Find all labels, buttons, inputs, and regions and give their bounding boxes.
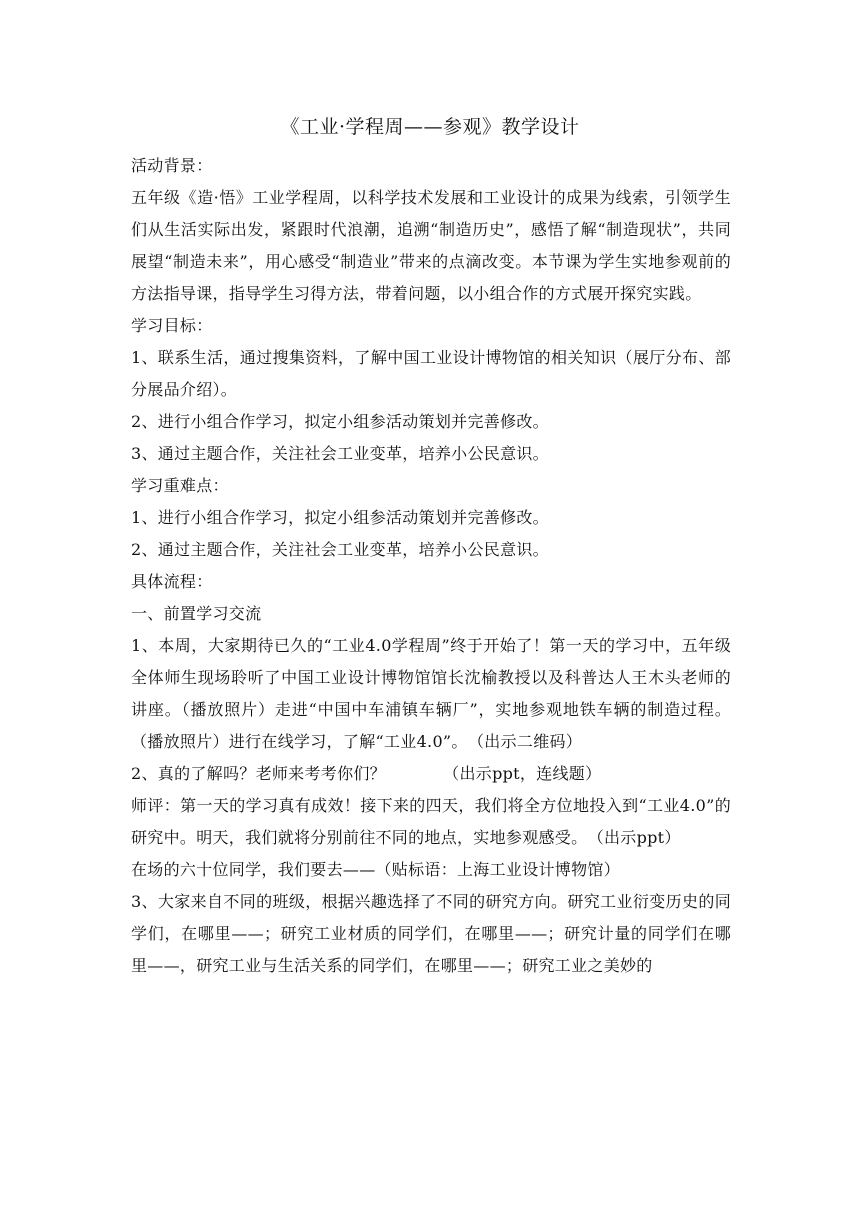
paragraph-destination: 在场的六十位同学，我们要去——（贴标语：上海工业设计博物馆） bbox=[131, 860, 621, 879]
document-body bbox=[131, 150, 731, 982]
process-item-3: 3、大家来自不同的班级，根据兴趣选择了不同的研究方向。研究工业衍变历史的同学们，在哪里——；研究工业材质的同学们，在哪里——；研究计量的同学们在哪里——，研究工业与生活关系的同学们，在哪里——；研究工业之美妙的 bbox=[131, 892, 731, 975]
goal-item-1: 1、联系生活，通过搜集资料，了解中国工业设计博物馆的相关知识（展厅分布、部分展品介绍）。 bbox=[131, 348, 731, 399]
key-point-1: 1、进行小组合作学习，拟定小组参活动策划并完善修改。 bbox=[131, 508, 549, 527]
paragraph-background: 五年级《造·悟》工业学程周，以科学技术发展和工业设计的成果为线索，引领学生们从生活实际出发，紧跟时代浪潮，追溯“制造历史”，感悟了解“制造现状”，共同展望“制造未来”，用心感受“制造业”带来的点滴改变。本节课为学生实地参观前的方法指导课，指导学生习得方法，带着问题，以小组合作的方式展开探究实践。 bbox=[131, 188, 731, 303]
section-heading-process: 具体流程： bbox=[131, 572, 213, 591]
section-heading-key-points: 学习重难点： bbox=[131, 476, 229, 495]
key-point-2: 2、通过主题合作，关注社会工业变革，培养小公民意识。 bbox=[131, 540, 549, 559]
process-item-1: 1、本周，大家期待已久的“工业4.0学程周”终于开始了！第一天的学习中，五年级全体师生现场聆听了中国工业设计博物馆馆长沈榆教授以及科普达人王木头老师的讲座。（播放照片）走进“中国中车浦镇车辆厂”，实地参观地铁车辆的制造过程。（播放照片）进行在线学习，了解“工业4.0”。 （出示二维码） bbox=[131, 636, 731, 751]
goal-item-2: 2、进行小组合作学习，拟定小组参活动策划并完善修改。 bbox=[131, 412, 549, 431]
process-item-2: 2、真的了解吗？老师来考考你们？ （出示ppt，连线题） bbox=[131, 764, 602, 783]
teacher-comment: 师评：第一天的学习真有成效！接下来的四天，我们将全方位地投入到“工业4.0”的研究中。明天，我们就将分别前往不同的地点，实地参观感受。 （出示ppt） bbox=[131, 796, 731, 847]
section-heading-background: 活动背景： bbox=[131, 156, 213, 175]
process-step-heading: 一、前置学习交流 bbox=[131, 604, 262, 623]
document-title: 《工业·学程周——参观》教学设计 bbox=[280, 116, 580, 138]
goal-item-3: 3、通过主题合作，关注社会工业变革，培养小公民意识。 bbox=[131, 444, 549, 463]
section-heading-goals: 学习目标： bbox=[131, 316, 213, 335]
